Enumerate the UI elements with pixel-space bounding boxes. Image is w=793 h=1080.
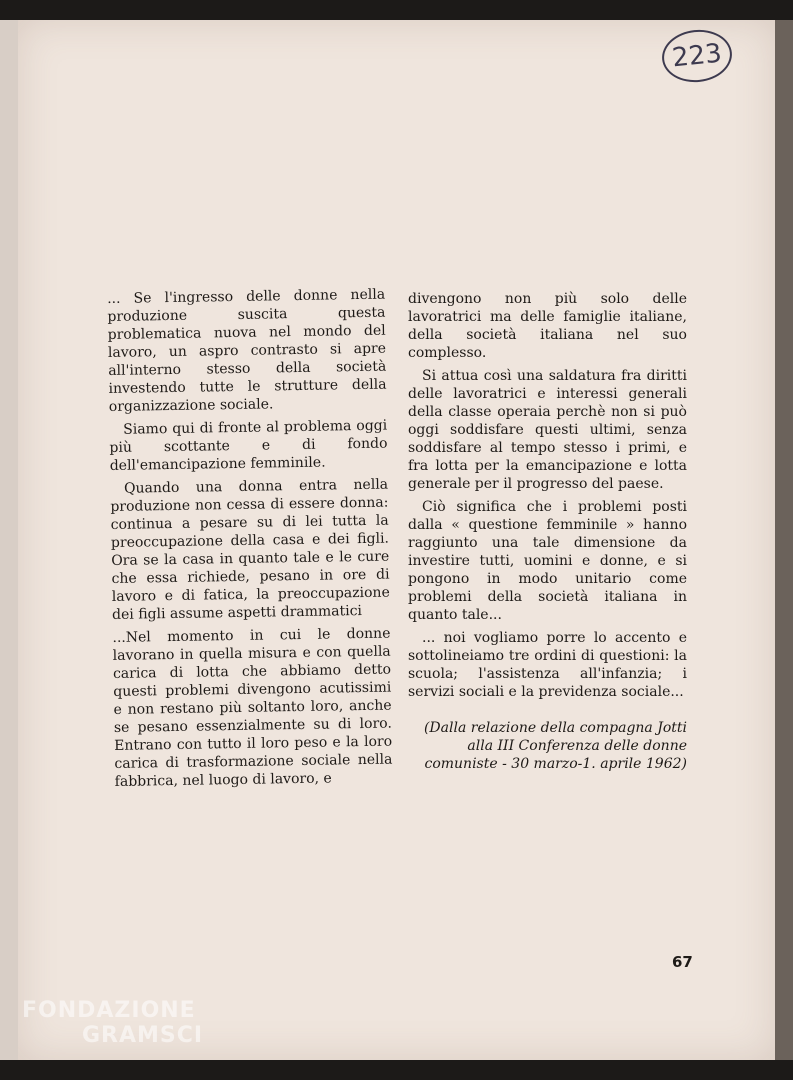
fondazione-gramsci-watermark [22, 998, 242, 1048]
right-paragraph-3: Ciò significa che i problemi posti dalla « questione femminile » hanno raggiunto una tale dimensione da investire tutti, uomini e donne, e si pongono in modo unitario come problemi della società italiana in quanto tale... [408, 499, 687, 623]
left-paragraph-1: ... Se l'ingresso delle donne nella produzione suscita questa problematica nuova nel mondo del lavoro, un aspro contrasto si apre all'interno stesso della società investendo tutte le strutture della organizzazione sociale. [107, 286, 387, 415]
left-paragraph-4: ...Nel momento in cui le donne lavorano in quella misura e con quella carica di lotta che abbiamo detto questi problemi divengono acutissimi e non restano più soltanto loro, anche se pesano essenzialmente su di loro. Entrano con tutto il loro peso e la loro carica di trasformazione sociale nella fabbrica, nel luogo di lavoro, e [112, 625, 393, 790]
source-citation: (Dalla relazione della compagna Jotti alla III Conferenza delle donne comuniste - 30 marzo-1. aprile 1962) [423, 720, 687, 772]
watermark-line-2: GRAMSCI [82, 1023, 204, 1048]
left-paragraph-2: Siamo qui di fronte al problema oggi più scottante e di fondo dell'emancipazione femminile. [109, 417, 388, 474]
right-paragraph-2: Si attua così una saldatura fra diritti delle lavoratrici e interessi generali della classe operaia perchè non si può oggi soddisfare questi ultimi, senza soddisfare al tempo stesso i primi, e fra lotta per la emancipazione e lotta generale per il progresso del paese. [408, 368, 687, 492]
left-text-column [107, 286, 393, 796]
archive-number-stamp: 223 [659, 26, 734, 85]
left-paragraph-3: Quando una donna entra nella produzione non cessa di essere donna: continua a pesare su di lei tutta la preoccupazione della casa e dei figli. Ora se la casa in quanto tale e le cure che essa richiede, pesano in ore di lavoro e di fatica, la preoccupazione dei figli assume aspetti drammatici [110, 476, 390, 623]
right-paragraph-1: divengono non più solo delle lavoratrici ma delle famiglie italiane, della società italiana nel suo complesso. [408, 291, 687, 361]
right-page-edge [775, 20, 793, 1060]
right-text-column [408, 290, 687, 773]
page-number: 67 [672, 953, 693, 971]
watermark-line-1: FONDAZIONE [22, 998, 196, 1023]
right-paragraph-4: ... noi vogliamo porre lo accento e sottolineiamo tre ordini di questioni: la scuola; l'assistenza all'infanzia; i servizi sociali e la previdenza sociale... [408, 630, 687, 700]
left-page-edge [0, 20, 18, 1060]
